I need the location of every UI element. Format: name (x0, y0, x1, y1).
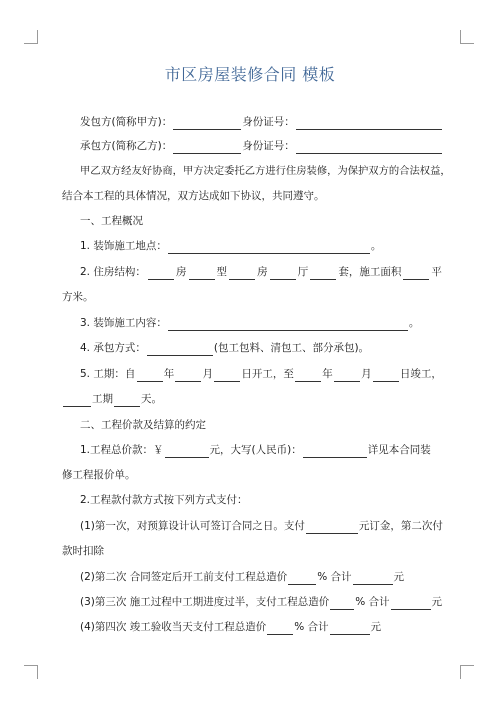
total-price-capital-label: 元，大写(人民币)： (209, 444, 302, 456)
section-1-item-1 (80, 238, 442, 254)
party-b-label: 承包方(简称乙方)： (80, 140, 173, 152)
payment-3-label: (3)第三次 施工过程中工期进度过半，支付工程总造价 (80, 596, 330, 608)
payment-4-percent-blank[interactable] (267, 622, 293, 635)
party-b-row (80, 138, 442, 154)
section-1-item-3 (80, 315, 442, 331)
start-year-blank[interactable] (137, 369, 163, 382)
total-price-blank[interactable] (165, 445, 209, 458)
total-price-suffix: 详见本合同装 (367, 444, 431, 456)
party-a-row (80, 114, 442, 130)
end-day-blank[interactable] (373, 369, 399, 382)
structure-fang-2: 房 (257, 266, 268, 278)
payment-2-label: (2)第二次 合同签定后开工前支付工程总造价 (80, 571, 288, 583)
payment-1-label: (1)第一次，对预算设计认可签订合同之日。支付 (80, 520, 305, 532)
party-a-id-label: 身份证号： (242, 116, 295, 128)
duration-blank-2[interactable] (114, 394, 140, 407)
period-label: 5. 工期：自 (80, 368, 136, 380)
payment-3-percent-label: % 合计 (355, 596, 390, 608)
payment-4-label: (4)第四次 竣工验收当天支付工程总造价 (80, 621, 267, 633)
payment-3-amount-blank[interactable] (391, 597, 431, 610)
content-blank[interactable] (168, 318, 408, 331)
payment-2-percent-blank[interactable] (288, 572, 316, 585)
payment-3 (80, 594, 442, 610)
contract-mode-label: 4. 承包方式： (80, 342, 146, 354)
payment-4-yuan: 元 (370, 621, 382, 633)
payment-3-yuan: 元 (431, 596, 443, 608)
payment-4 (80, 619, 442, 635)
start-month-blank[interactable] (175, 369, 201, 382)
payment-2-amount-blank[interactable] (353, 572, 393, 585)
crop-mark-bottom-left (24, 665, 38, 679)
start-day-blank[interactable] (214, 369, 240, 382)
party-b-id-blank[interactable] (296, 141, 442, 154)
structure-tao: 套，施工面积 (338, 266, 402, 278)
payment-1-suffix: 元订金，第二次付 (358, 520, 443, 532)
payment-2-percent-label: % 合计 (317, 571, 352, 583)
payment-1 (80, 518, 442, 534)
deposit-blank[interactable] (306, 521, 358, 534)
section-1-item-4 (80, 340, 442, 356)
structure-fang: 房 (175, 266, 187, 278)
document-title: 市区房屋装修合同 模板 (164, 65, 336, 84)
structure-blank-5[interactable] (310, 267, 336, 280)
content-label: 3. 装饰施工内容： (80, 317, 167, 329)
structure-label: 2. 住房结构： (80, 266, 146, 278)
payment-4-amount-blank[interactable] (330, 622, 370, 635)
section-2-item-1 (80, 442, 442, 458)
start-year-label: 年 (163, 368, 175, 380)
structure-blank-2[interactable] (189, 267, 215, 280)
payment-3-percent-blank[interactable] (330, 597, 354, 610)
section-1-item-5-cont (62, 391, 442, 407)
structure-blank-3[interactable] (229, 267, 255, 280)
payment-1-cont: 款时扣除 (62, 545, 104, 557)
preamble-line-2: 结合本工程的具体情况，双方达成如下协议，共同遵守。 (62, 190, 325, 202)
section-2-item-1-cont: 修工程报价单。 (62, 469, 136, 481)
structure-ting: 厅 (297, 266, 309, 278)
section-1-heading: 一、工程概况 (80, 215, 143, 227)
end-month-label: 月 (361, 368, 372, 380)
contract-mode-options: (包工包料、清包工、部分承包)。 (213, 342, 370, 354)
crop-mark-bottom-right (460, 665, 474, 679)
location-label: 1. 装饰施工地点： (80, 240, 167, 252)
payment-2 (80, 569, 442, 585)
payment-2-yuan: 元 (393, 571, 405, 583)
end-year-blank[interactable] (295, 369, 321, 382)
end-day-label: 日竣工， (399, 368, 442, 380)
party-a-id-blank[interactable] (296, 117, 442, 130)
party-b-id-label: 身份证号： (242, 140, 295, 152)
section-2-item-2: 2.工程款付款方式按下列方式支付： (80, 494, 248, 506)
duration-blank-1[interactable] (63, 394, 91, 407)
section-1-item-2 (80, 264, 442, 280)
start-day-label: 日开工，至 (241, 368, 294, 380)
content-end: 。 (408, 317, 420, 329)
preamble-line-1: 甲乙双方经友好协商，甲方决定委托乙方进行住房装修，为保护双方的合法权益， (80, 165, 451, 177)
payment-4-percent-label: % 合计 (294, 621, 329, 633)
duration-label: 工期 (92, 393, 113, 405)
party-b-blank[interactable] (173, 141, 241, 154)
end-month-blank[interactable] (334, 369, 360, 382)
area-ping: 平 (431, 266, 442, 278)
start-month-label: 月 (202, 368, 214, 380)
duration-days: 天。 (141, 393, 162, 405)
party-a-blank[interactable] (173, 117, 241, 130)
structure-xing: 型 (216, 266, 228, 278)
total-price-capital-blank[interactable] (303, 445, 367, 458)
area-blank[interactable] (403, 267, 429, 280)
structure-blank-1[interactable] (148, 267, 174, 280)
section-2-heading: 二、工程价款及结算的约定 (80, 419, 206, 431)
crop-mark-top-left (24, 30, 38, 44)
total-price-label: 1.工程总价款：￥ (80, 444, 164, 456)
crop-mark-top-right (460, 30, 474, 44)
party-a-label: 发包方(简称甲方)： (80, 116, 173, 128)
contract-mode-blank[interactable] (147, 343, 213, 356)
location-blank[interactable] (168, 241, 370, 254)
location-end: 。 (370, 240, 382, 252)
structure-blank-4[interactable] (270, 267, 296, 280)
end-year-label: 年 (322, 368, 333, 380)
section-1-item-2-cont: 方米。 (62, 291, 94, 303)
section-1-item-5 (80, 366, 442, 382)
